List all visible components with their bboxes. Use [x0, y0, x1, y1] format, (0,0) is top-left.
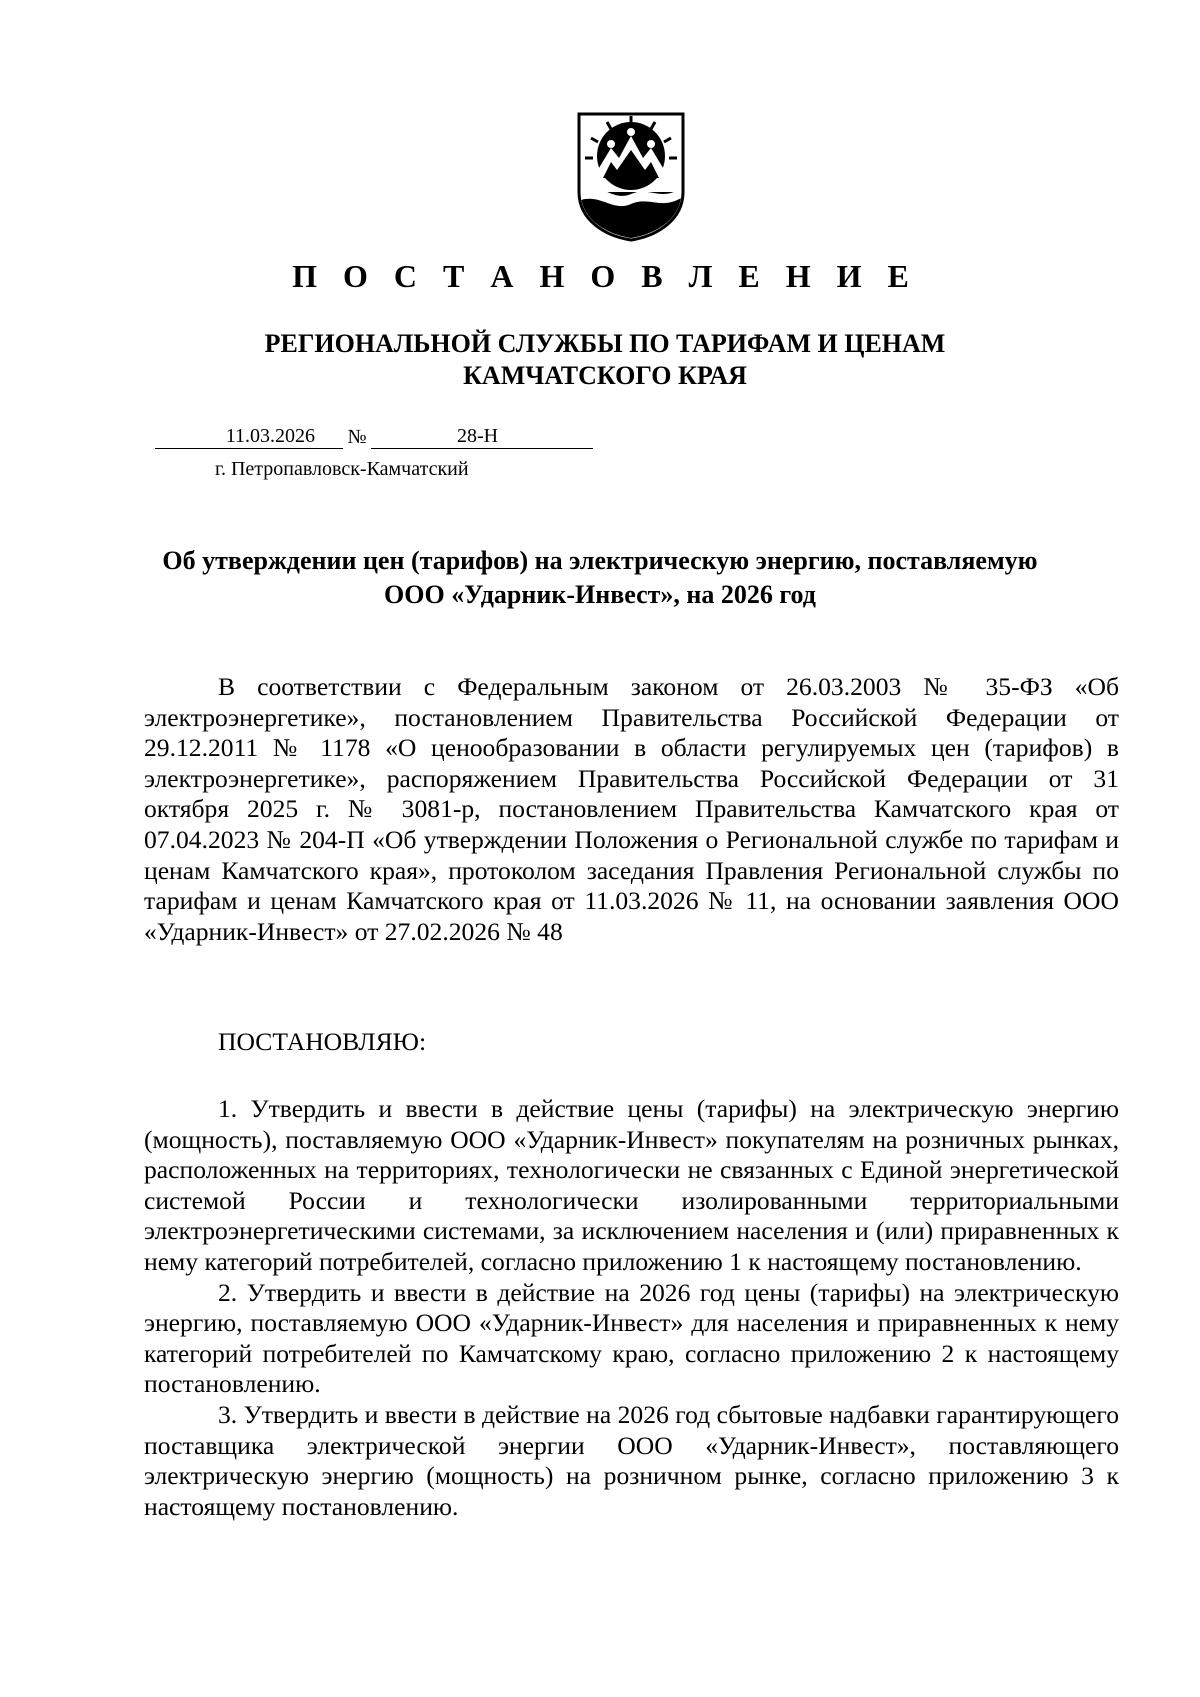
resolution-item-3: 3. Утвердить и ввести в действие на 2026 год сбытовые надбавки гарантирующего поставщика электрической энергии ООО «Ударник-Инвест», поставляющего электрическую энергию (мощность) на розничном рынке, согласно приложению 3 к настоящему постановлению. — [144, 1399, 1119, 1521]
registration-number: 28-Н — [371, 425, 593, 449]
issuing-city: г. Петропавловск-Камчатский — [215, 458, 469, 480]
authority-line-2: КАМЧАТСКОГО КРАЯ — [463, 361, 747, 390]
registration-date: 11.03.2026 — [155, 425, 325, 449]
decree-word: ПОСТАНОВЛЯЮ: — [218, 1027, 427, 1056]
document-type-heading: П О С Т А Н О В Л Е Н И Е — [292, 258, 918, 294]
registration-line — [155, 424, 593, 452]
preamble — [144, 672, 1119, 947]
authority-line-1: РЕГИОНАЛЬНОЙ СЛУЖБЫ ПО ТАРИФАМ И ЦЕНАМ — [264, 329, 946, 358]
document-title — [120, 544, 1080, 612]
issuing-authority — [0, 328, 1200, 392]
number-sign: № — [347, 426, 367, 448]
title-line-2: ООО «Ударник-Инвест», на 2026 год — [384, 580, 816, 609]
underline-separator — [325, 424, 343, 449]
title-line-1: Об утверждении цен (тарифов) на электрическую энергию, поставляемую — [162, 546, 1038, 575]
coat-of-arms-icon — [577, 112, 685, 242]
resolution-items — [144, 1094, 1119, 1522]
resolution-item-1: 1. Утвердить и ввести в действие цены (тарифы) на электрическую энергию (мощность), поставляемую ООО «Ударник-Инвест» покупателям на розничных рынках, расположенных на территориях, технологически не связанных с Единой энергетической системой России и технологически изолированными территориальными электроэнергетическими системами, за исключением населения и (или) приравненных к нему категорий потребителей, согласно приложению 1 к настоящему постановлению. — [144, 1094, 1119, 1276]
resolution-item-2: 2. Утвердить и ввести в действие на 2026 год цены (тарифы) на электрическую энергию, поставляемую ООО «Ударник-Инвест» для населения и приравненных к нему категорий потребителей по Камчатскому краю, согласно приложению 2 к настоящему постановлению. — [144, 1277, 1119, 1399]
preamble-paragraph: В соответствии с Федеральным законом от 26.03.2003 № 35-ФЗ «Об электроэнергетике», постановлением Правительства Российской Федерации от 29.12.2011 № 1178 «О ценообразовании в области регулируемых цен (тарифов) в электроэнергетике», распоряжением Правительства Российской Федерации от 31 октября 2025 г. № 3081-р, постановлением Правительства Камчатского края от 07.04.2023 № 204-П «Об утверждении Положения о Региональной службе по тарифам и ценам Камчатского края», протоколом заседания Правления Региональной службы по тарифам и ценам Камчатского края от 11.03.2026 № 11, на основании заявления ООО «Ударник-Инвест» от 27.02.2026 № 48 — [144, 672, 1119, 946]
